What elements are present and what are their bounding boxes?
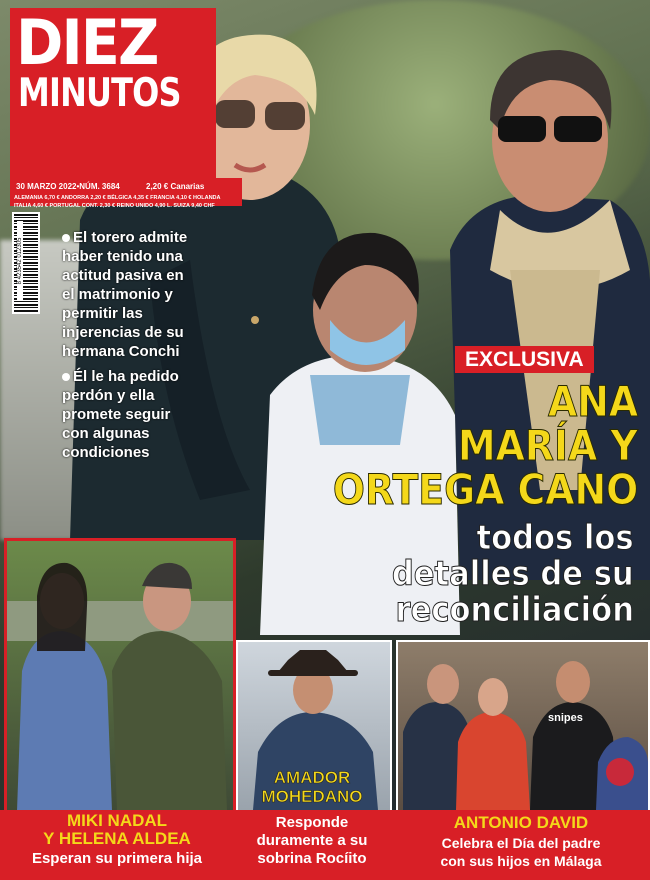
family-photo	[398, 642, 648, 810]
antonio-subtitle-line1: Celebra el Día del padre	[441, 835, 601, 851]
shirt-text: snipes	[548, 712, 583, 724]
headline-line3: ORTEGA CANO	[332, 465, 638, 514]
amador-overlay-line2: MOHEDANO	[261, 787, 363, 806]
barcode-digits: 8 423542 012305	[17, 221, 23, 301]
headline-line2: MARÍA Y	[458, 421, 638, 470]
subheadline-line2: detalles de su	[392, 554, 634, 594]
bullet-item: Él le ha pedido perdón y ella promete seguir con algunas condiciones	[62, 368, 179, 461]
story-panel-miki-nadal	[4, 538, 236, 814]
cover-bullets	[62, 228, 192, 468]
issue-date-number: 30 MARZO 2022•NÚM. 3684	[16, 182, 120, 191]
subheadline-line1: todos los	[476, 518, 634, 558]
amador-overlay-line1: AMADOR	[273, 768, 351, 787]
masthead	[10, 8, 216, 180]
subheadline-line3: reconciliación	[395, 590, 634, 630]
miki-subtitle: Esperan su primera hija	[31, 850, 203, 867]
headline-line1: ANA	[547, 377, 638, 426]
masthead-title-line1: DIEZ	[16, 6, 158, 79]
bullet-dot-icon	[62, 234, 70, 242]
miki-title-line1: MIKI NADAL	[66, 811, 168, 830]
intl-prices-2	[14, 202, 234, 211]
amador-subtitle-line2: duramente a su	[256, 832, 368, 849]
intl-prices-line2: ITALIA 4,60 € PORTUGAL CONT. 2,30 € REINO UNIDO 4,90 L. SUIZA 9,40 CHF	[14, 203, 215, 209]
amador-subtitle-line3: sobrina Rocíito	[257, 850, 367, 867]
bullet-item: El torero admite haber tenido una actitud pasiva en el matrimonio y permitir las injerencias de su hermana Conchi	[62, 229, 188, 360]
exclusive-tag: EXCLUSIVA	[455, 346, 594, 373]
story-panel-antonio-david	[396, 640, 650, 812]
masthead-title-line2: MINUTOS	[18, 71, 181, 116]
antonio-subtitle-line2: con sus hijos en Málaga	[440, 853, 602, 869]
issue-price: 2,20 € Canarias	[146, 182, 205, 191]
antonio-title: ANTONIO DAVID	[453, 813, 589, 832]
couple-photo	[7, 541, 233, 811]
amador-subtitle-line1: Responde	[275, 814, 349, 831]
bullet-dot-icon	[62, 373, 70, 381]
miki-title-line2: Y HELENA ALDEA	[43, 829, 191, 848]
intl-prices-line1: ALEMANIA 6,70 € ANDORRA 2,20 € BÉLGICA 4,35 € FRANCIA 4,10 € HOLANDA	[14, 195, 221, 201]
